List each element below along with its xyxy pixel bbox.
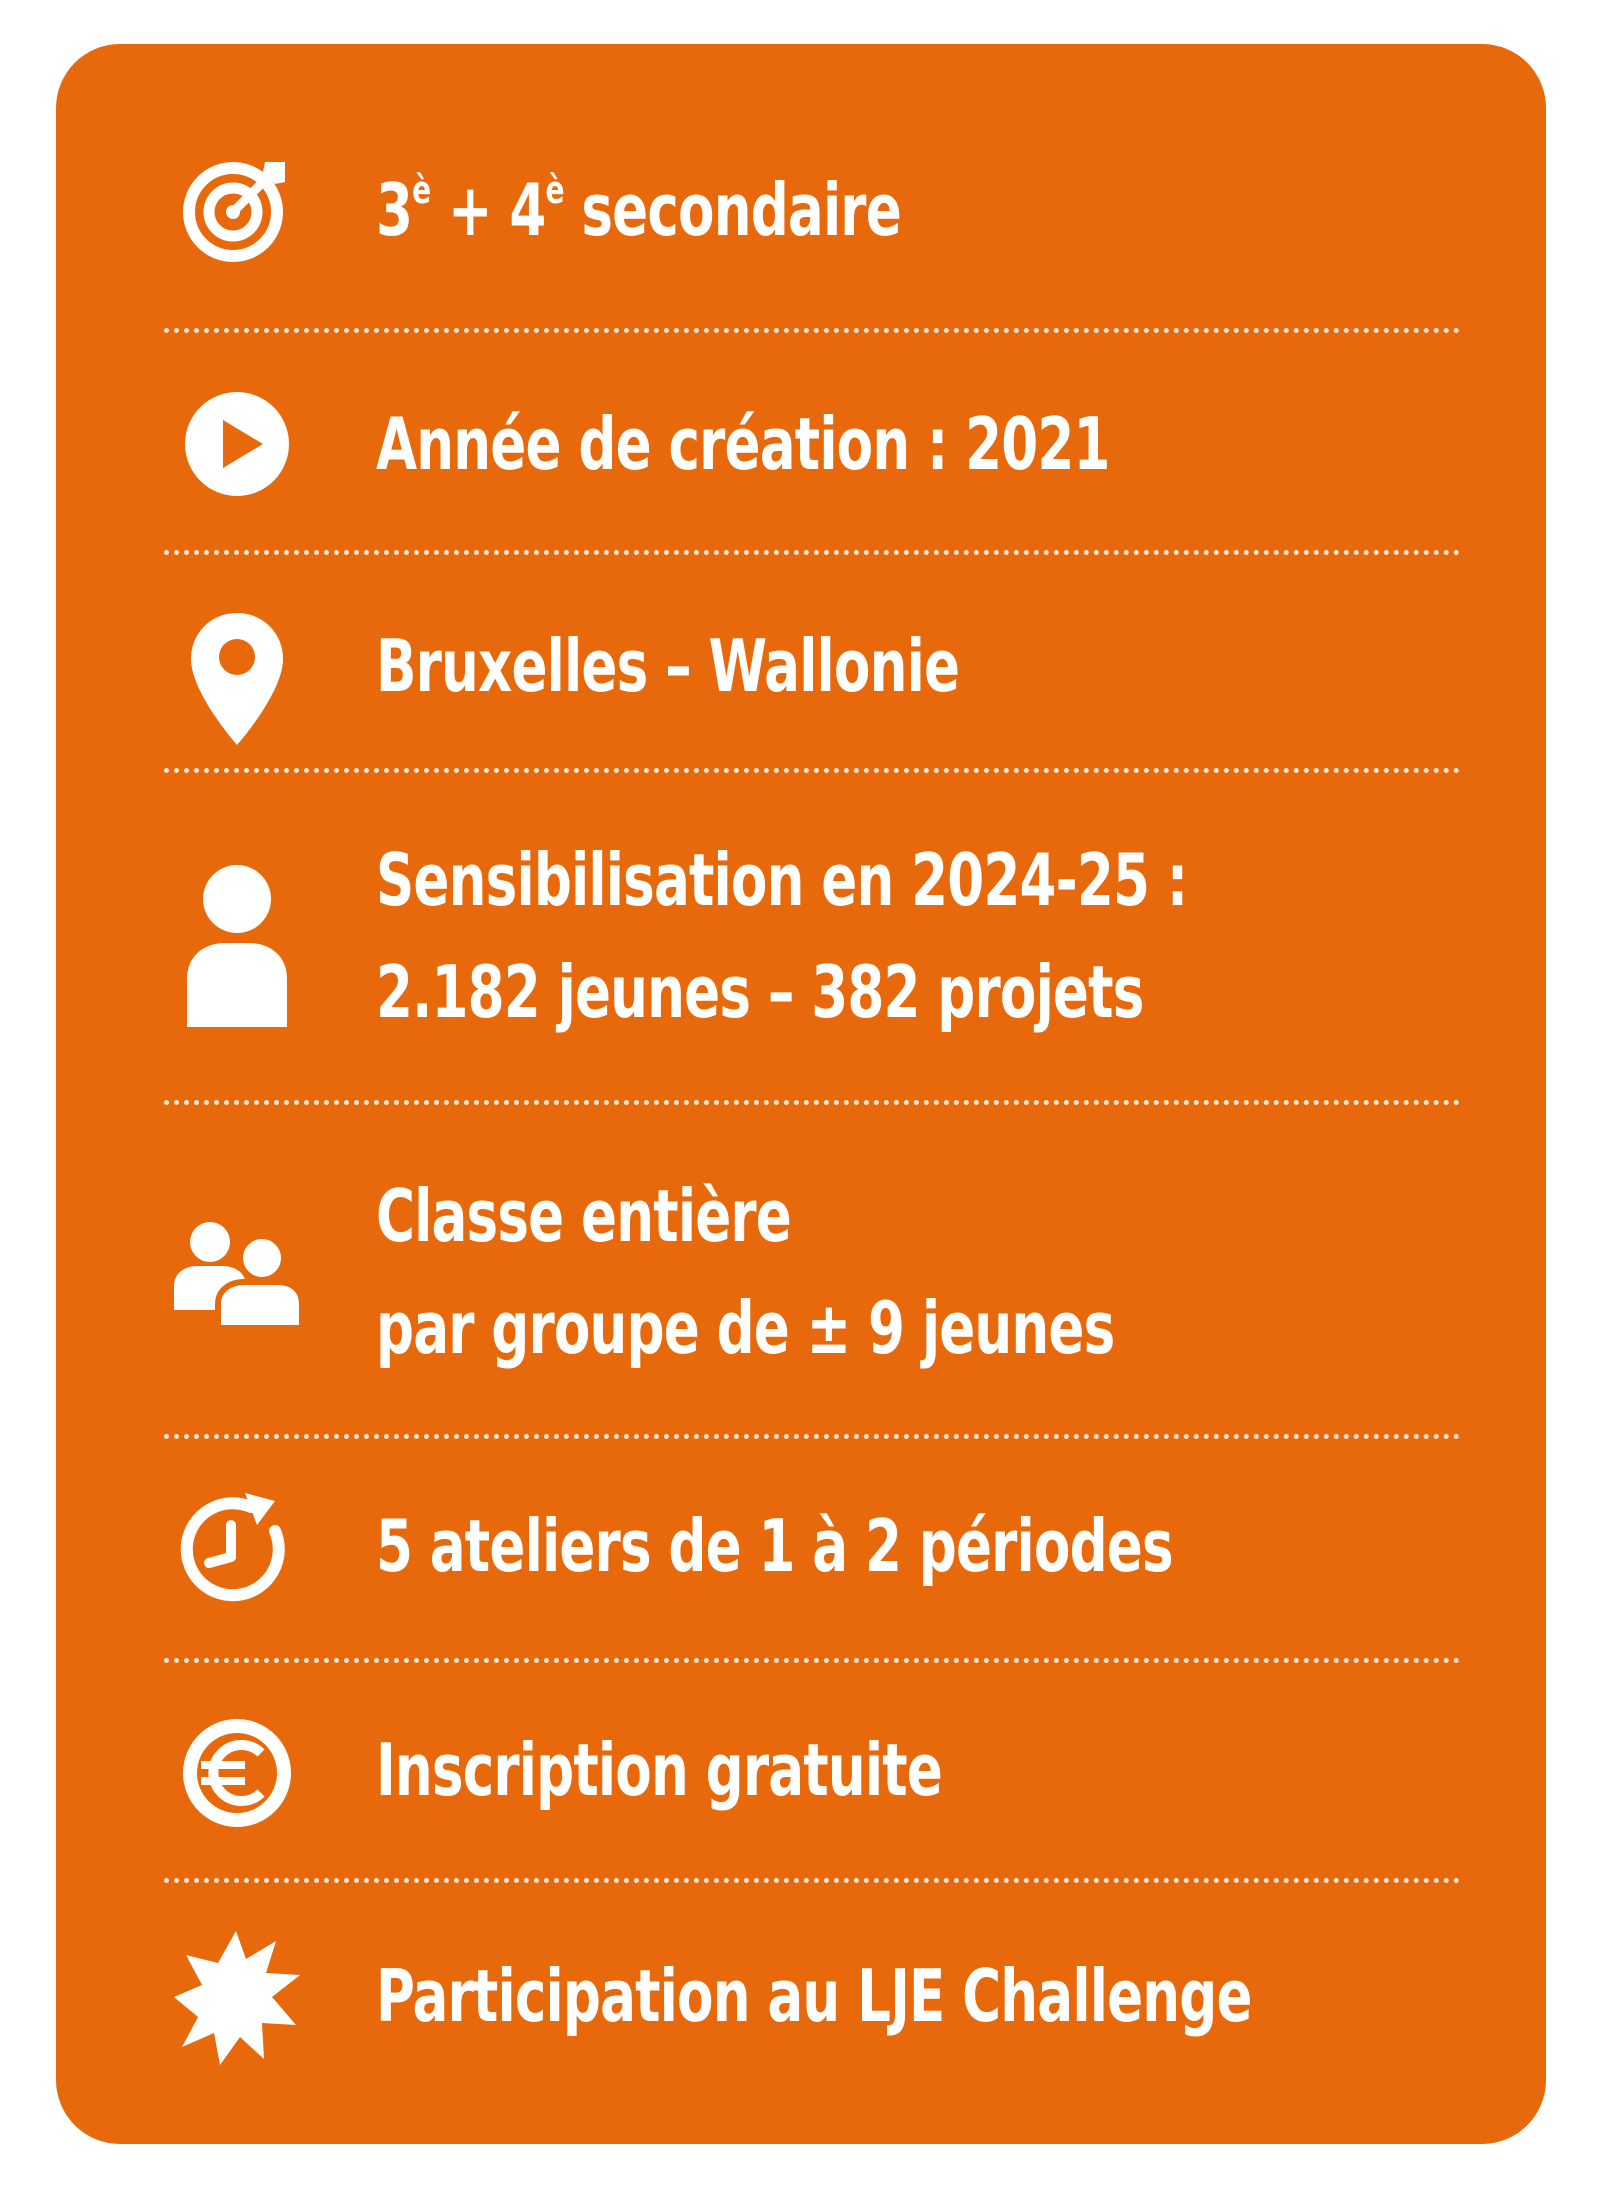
info-item-location bbox=[56, 604, 1546, 754]
info-label: Inscription gratuite bbox=[376, 1728, 942, 1812]
info-label: 2.182 jeunes – 382 projets bbox=[376, 950, 1144, 1034]
info-label: Année de création : 2021 bbox=[376, 402, 1110, 486]
info-item-awareness bbox=[56, 824, 1546, 1064]
info-label: Classe entière bbox=[376, 1174, 792, 1258]
dotted-divider bbox=[164, 1878, 1460, 1883]
info-card bbox=[56, 44, 1546, 2144]
info-label: $3^è + 4^è$ secondaire bbox=[376, 168, 901, 252]
dotted-divider bbox=[164, 768, 1460, 773]
dotted-divider bbox=[164, 550, 1460, 555]
clock-refresh-icon bbox=[172, 1484, 302, 1614]
info-item-group bbox=[56, 1160, 1546, 1390]
dotted-divider bbox=[164, 328, 1460, 333]
info-item-workshops bbox=[56, 1484, 1546, 1614]
dotted-divider bbox=[164, 1658, 1460, 1663]
info-label: Participation au LJE Challenge bbox=[376, 1954, 1252, 2038]
euro-coin-icon bbox=[172, 1708, 302, 1838]
info-label: 5 ateliers de 1 à 2 périodes bbox=[376, 1504, 1173, 1588]
info-label: par groupe de ± 9 jeunes bbox=[376, 1286, 1115, 1370]
target-icon bbox=[172, 150, 302, 270]
dotted-divider bbox=[164, 1434, 1460, 1439]
info-item-challenge bbox=[56, 1924, 1546, 2074]
group-icon bbox=[172, 1200, 302, 1350]
location-pin-icon bbox=[172, 604, 302, 754]
info-item-level bbox=[56, 140, 1546, 280]
info-item-year bbox=[56, 384, 1546, 504]
play-icon bbox=[172, 384, 302, 504]
info-label: Sensibilisation en 2024-25 : bbox=[376, 838, 1188, 922]
info-item-registration bbox=[56, 1708, 1546, 1838]
dotted-divider bbox=[164, 1100, 1460, 1105]
burst-icon bbox=[172, 1924, 302, 2074]
info-label: Bruxelles – Wallonie bbox=[376, 624, 960, 708]
person-icon bbox=[172, 844, 302, 1044]
